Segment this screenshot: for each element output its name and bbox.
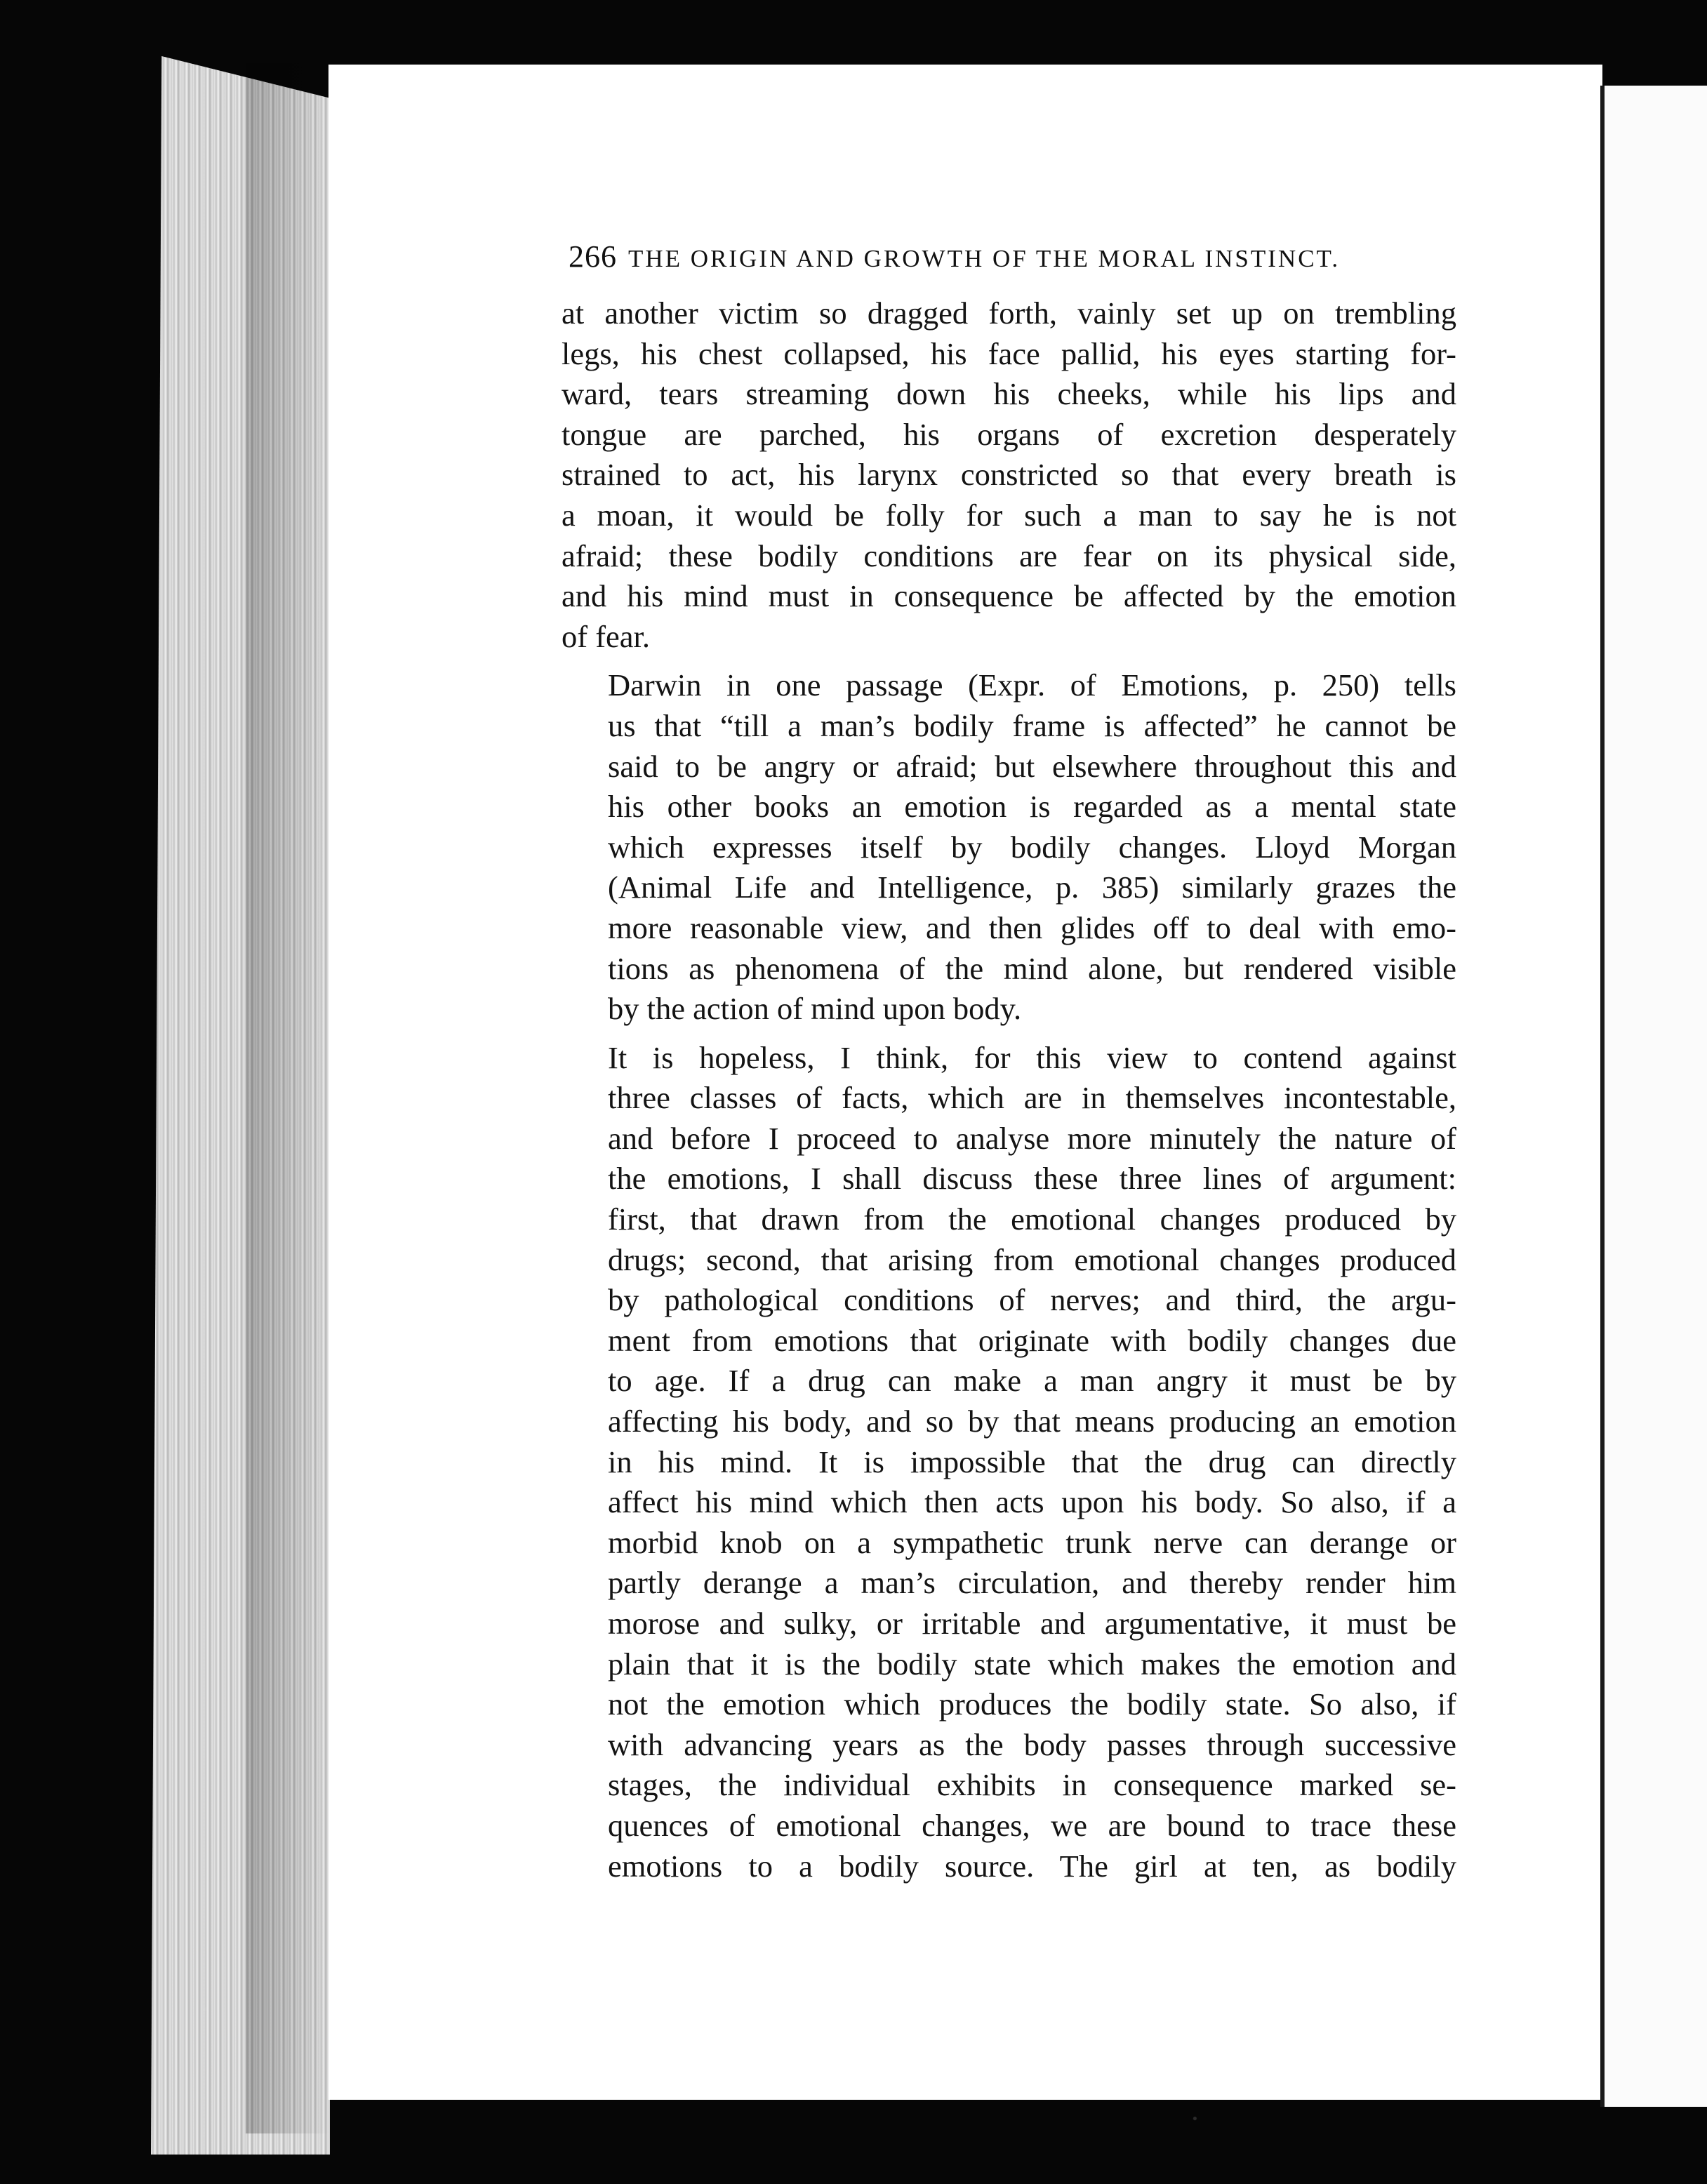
text-line: with advancing years as the body passes through successive xyxy=(608,1726,1456,1762)
text-line: at another victim so dragged forth, vainly set up on trembling xyxy=(562,295,1456,331)
text-line: ward, tears streaming down his cheeks, while his lips and xyxy=(562,376,1456,412)
page-edge-shadow xyxy=(246,63,330,2133)
text-line: morose and sulky, or irritable and argumentative, it must be xyxy=(608,1606,1456,1641)
paragraph-2 xyxy=(562,665,1456,1029)
text-line: not the emotion which produces the bodily state. So also, if xyxy=(608,1686,1456,1722)
paragraph-3 xyxy=(562,1038,1456,1886)
page-number: 266 xyxy=(569,239,617,274)
text-line: Darwin in one passage (Expr. of Emotions, p. 250) tells xyxy=(608,667,1456,703)
running-title: THE ORIGIN AND GROWTH OF THE MORAL INSTINCT. xyxy=(628,245,1341,272)
text-line: stages, the individual exhibits in consequence marked se- xyxy=(608,1767,1456,1803)
text-line: three classes of facts, which are in themselves incontestable, xyxy=(608,1080,1456,1116)
paragraph-1 xyxy=(562,293,1456,657)
text-line: morbid knob on a sympathetic trunk nerve can derange or xyxy=(608,1524,1456,1560)
text-line: by pathological conditions of nerves; and third, the argu- xyxy=(608,1282,1456,1318)
text-line: to age. If a drug can make a man angry it must be by xyxy=(608,1363,1456,1399)
text-line: said to be angry or afraid; but elsewhere throughout this and xyxy=(608,748,1456,784)
text-line: legs, his chest collapsed, his face pallid, his eyes starting for- xyxy=(562,335,1456,371)
text-line: his other books an emotion is regarded as a mental state xyxy=(608,789,1456,825)
running-head xyxy=(569,239,1432,274)
text-line: the emotions, I shall discuss these three lines of argument: xyxy=(608,1161,1456,1197)
text-line: emotions to a bodily source. The girl at ten, as bodily xyxy=(608,1848,1456,1884)
text-line: (Animal Life and Intelligence, p. 385) similarly grazes the xyxy=(608,870,1456,905)
text-line: which expresses itself by bodily changes. Lloyd Morgan xyxy=(608,829,1456,865)
text-line: ment from emotions that originate with bodily changes due xyxy=(608,1322,1456,1358)
text-line: first, that drawn from the emotional changes produced by xyxy=(608,1201,1456,1237)
text-line: and before I proceed to analyse more minutely the nature of xyxy=(608,1120,1456,1156)
text-line: more reasonable view, and then glides off to deal with emo- xyxy=(608,910,1456,945)
text-line: drugs; second, that arising from emotional changes produced xyxy=(608,1241,1456,1277)
text-line: affect his mind which then acts upon his body. So also, if a xyxy=(608,1484,1456,1520)
text-line: plain that it is the bodily state which makes the emotion and xyxy=(608,1646,1456,1682)
text-line: partly derange a man’s circulation, and thereby render him xyxy=(608,1565,1456,1601)
text-line: us that “till a man’s bodily frame is affected” he cannot be xyxy=(608,707,1456,743)
text-line: quences of emotional changes, we are bound to trace these xyxy=(608,1807,1456,1843)
text-line: It is hopeless, I think, for this view to contend against xyxy=(608,1039,1456,1075)
text-line: and his mind must in consequence be affected by the emotion xyxy=(562,578,1456,614)
text-line: affecting his body, and so by that means producing an emotion xyxy=(608,1404,1456,1439)
body-text xyxy=(562,293,1456,1886)
text-line: strained to act, his larynx constricted so that every breath is xyxy=(562,457,1456,493)
text-line: a moan, it would be folly for such a man to say he is not xyxy=(562,497,1456,533)
text-line: in his mind. It is impossible that the drug can directly xyxy=(608,1444,1456,1479)
text-line: tongue are parched, his organs of excretion desperately xyxy=(562,416,1456,452)
facing-page-edge xyxy=(1600,86,1707,2107)
text-line: of fear. xyxy=(562,618,651,654)
text-line: by the action of mind upon body. xyxy=(608,991,1022,1027)
text-line: tions as phenomena of the mind alone, but rendered visible xyxy=(608,950,1456,986)
text-line: afraid; these bodily conditions are fear on its physical side, xyxy=(562,538,1456,573)
